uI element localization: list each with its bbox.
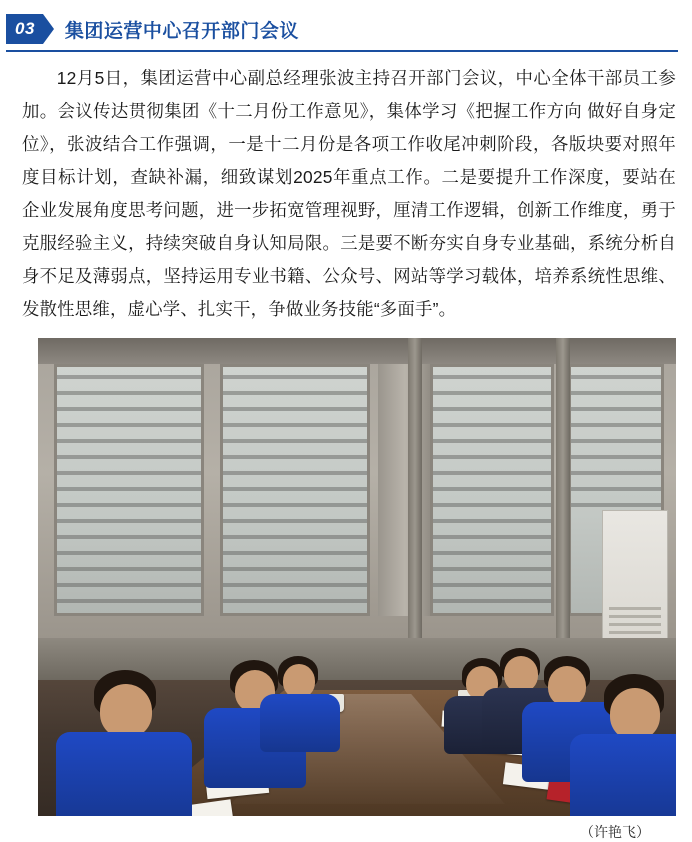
window-center-left — [220, 364, 370, 616]
window-left — [54, 364, 204, 616]
section-number: 03 — [6, 14, 43, 44]
header-divider — [6, 50, 678, 52]
article-page — [0, 6, 692, 840]
article-paragraph: 12月5日，集团运营中心副总经理张波主持召开部门会议，中心全体干部员工参加。会议传达贯彻集团《十二月份工作意见》，集体学习《把握工作方向 做好自身定位》，张波结合工作强调，一是十二月份是各项工作收尾冲刺阶段，各版块要对照年度目标计划，查缺补漏，细致谋划2025年重点工作。二是要提升工作深度，要站在企业发展角度思考问题，进一步拓宽管理视野，厘清工作逻辑，创新工作维度，勇于克服经验主义，持续突破自身认知局限。三是要不断夯实自身专业基础，系统分析自身不足及薄弱点，坚持运用专业书籍、公众号、网站等学习载体，培养系统性思维、发散性思维，虚心学、扎实干，争做业务技能“多面手”。 — [22, 68, 676, 319]
window-center-right — [430, 364, 554, 616]
curtain — [378, 364, 432, 616]
photo-credit: （许艳飞） — [580, 824, 650, 840]
meeting-photo — [38, 338, 676, 816]
photo-figure — [38, 338, 676, 842]
wall-pillar-right — [556, 338, 570, 638]
page-title: 集团运营中心召开部门会议 — [64, 20, 299, 42]
section-header — [0, 6, 692, 52]
section-number-badge — [6, 14, 54, 44]
wall-pillar — [408, 338, 422, 638]
badge-arrow-icon — [43, 14, 54, 44]
photo-ceiling-band — [38, 338, 676, 364]
